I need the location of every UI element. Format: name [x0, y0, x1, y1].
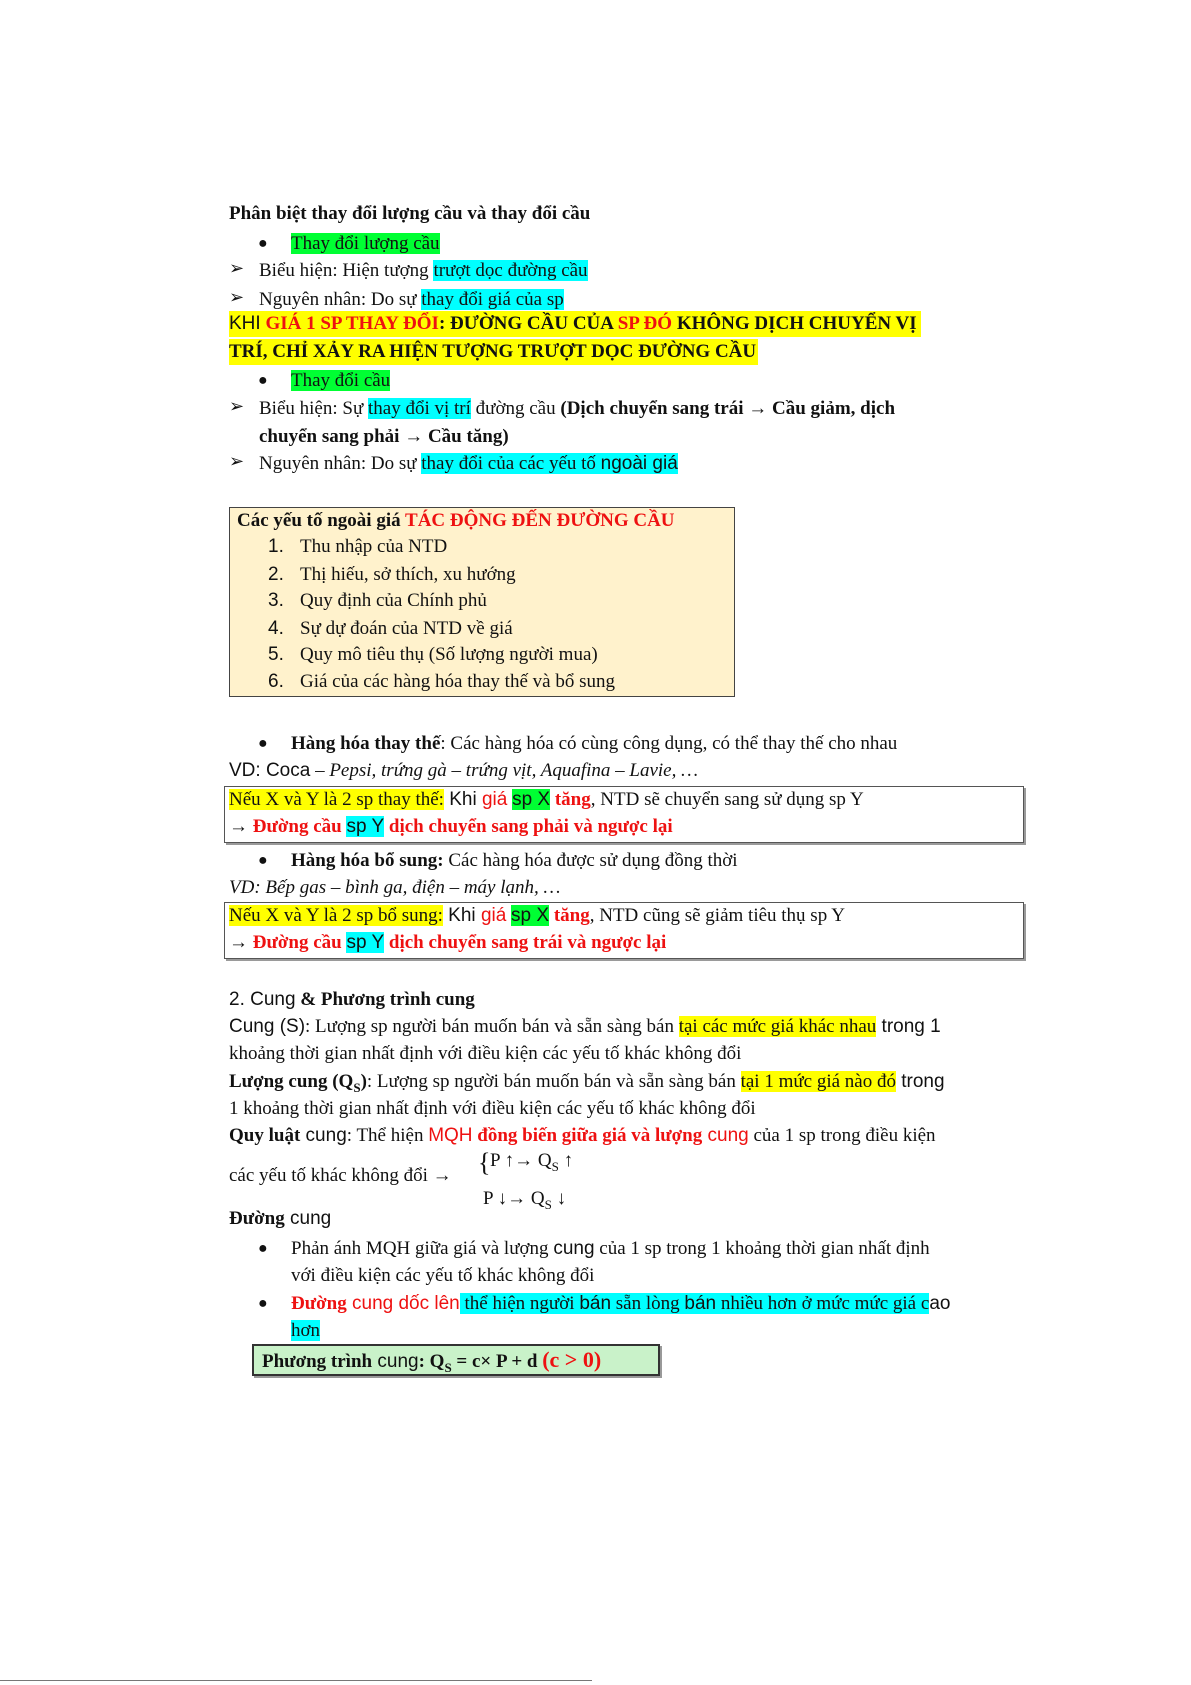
factors-box-title: Các yếu tố ngoài giá TÁC ĐỘNG ĐẾN ĐƯỜNG CẦU	[237, 510, 675, 531]
factor-text: Thu nhập của NTD	[300, 536, 448, 557]
complement-goods-example: VD: Bếp gas – bình ga, điện – máy lạnh, …	[229, 877, 561, 898]
arrowhead-icon: ➢	[229, 287, 245, 307]
factor-item	[268, 642, 598, 668]
note-line-1: KHI GIÁ 1 SP THAY ĐỔI: ĐƯỜNG CẦU CỦA SP ĐÓ KHÔNG DỊCH CHUYỂN VỊ	[229, 311, 921, 337]
demand-change-expression-cont: chuyển sang phải → Cầu tăng)	[259, 426, 509, 447]
substitute-rule-box	[224, 786, 1024, 843]
bullet-dot-icon: ●	[258, 852, 268, 869]
bullet-dot-icon: ●	[258, 1295, 268, 1312]
substitute-rule-line-2: → Đường cầu sp Y dịch chuyển sang phải và ngược lại	[229, 816, 673, 837]
factor-text: Quy mô tiêu thụ (Số lượng người mua)	[300, 644, 598, 665]
arrowhead-icon: ➢	[229, 258, 245, 278]
demand-quantity-expression: Biểu hiện: Hiện tượng trượt dọc đường cầu	[259, 260, 588, 281]
footer-rule	[0, 1680, 592, 1681]
supply-definition: Cung (S): Lượng sp người bán muốn bán và sẵn sàng bán tại các mức giá khác nhau trong 1	[229, 1016, 941, 1037]
factor-number: 2.	[268, 564, 284, 585]
supply-curve-point-2-cont: hơn	[291, 1320, 321, 1341]
factor-text: Sự dự đoán của NTD về giá	[300, 618, 513, 639]
supply-rule-down: P ↓→ $Q_S$ ↓	[483, 1188, 567, 1212]
factor-number: 1.	[268, 536, 284, 557]
left-brace: {	[478, 1148, 491, 1177]
supply-curve-point-1: Phản ánh MQH giữa giá và lượng cung của 1 sp trong 1 khoảng thời gian nhất định	[291, 1238, 930, 1259]
substitute-rule-line-1: Nếu X và Y là 2 sp thay thế: Khi giá sp X tăng, NTD sẽ chuyển sang sử dụng sp Y	[229, 789, 864, 810]
factor-number: 6.	[268, 671, 284, 692]
bullet-dot-icon: ●	[258, 735, 268, 752]
supply-definition-cont: khoảng thời gian nhất định với điều kiện các yếu tố khác không đổi	[229, 1043, 742, 1064]
factor-item	[268, 588, 487, 614]
note-line-2: TRÍ, CHỈ XẢY RA HIỆN TƯỢNG TRƯỢT DỌC ĐƯỜNG CẦU	[229, 339, 758, 365]
complement-goods-definition: Hàng hóa bổ sung: Các hàng hóa được sử dụng đồng thời	[291, 850, 738, 871]
factor-item	[268, 562, 516, 588]
supply-curve-point-1-cont: với điều kiện các yếu tố khác không đổi	[291, 1265, 595, 1286]
bullet-dot-icon: ●	[258, 1240, 268, 1257]
factor-number: 3.	[268, 590, 284, 611]
arrowhead-icon: ➢	[229, 451, 245, 471]
law-of-supply: Quy luật cung: Thể hiện MQH đồng biến giữa giá và lượng cung của 1 sp trong điều kiện	[229, 1125, 936, 1146]
demand-quantity-cause: Nguyên nhân: Do sự thay đổi giá của sp	[259, 289, 564, 310]
factor-item	[268, 616, 513, 642]
factor-item	[268, 534, 447, 560]
arrowhead-icon: ➢	[229, 396, 245, 416]
substitute-goods-example: VD: Coca – Pepsi, trứng gà – trứng vịt, Aquafina – Lavie, …	[229, 760, 699, 781]
factor-text: Thị hiếu, sở thích, xu hướng	[300, 564, 516, 585]
supply-curve-point-2: Đường cung dốc lên thể hiện người bán sẵn lòng bán nhiều hơn ở mức mức giá cao	[291, 1293, 951, 1314]
section-title: Phân biệt thay đổi lượng cầu và thay đổi cầu	[229, 203, 591, 224]
bullet-demand-quantity: Thay đổi lượng cầu	[291, 233, 440, 254]
complement-rule-line-2: → Đường cầu sp Y dịch chuyển sang trái và ngược lại	[229, 932, 667, 953]
complement-rule-box	[224, 902, 1024, 959]
supply-equation: Phương trình cung: $Q_S = c\times P + d$ (c > 0)	[262, 1347, 602, 1375]
supply-equation-box	[252, 1344, 660, 1376]
factor-item	[268, 669, 615, 695]
substitute-goods-definition: Hàng hóa thay thế: Các hàng hóa có cùng công dụng, có thể thay thế cho nhau	[291, 733, 898, 754]
quantity-supplied-definition-cont: 1 khoảng thời gian nhất định với điều kiện các yếu tố khác không đổi	[229, 1098, 756, 1119]
factor-text: Quy định của Chính phủ	[300, 590, 487, 611]
supply-rule-up: P ↑→ $Q_S$ ↑	[490, 1150, 574, 1174]
demand-change-expression: Biểu hiện: Sự thay đổi vị trí đường cầu (Dịch chuyển sang trái → Cầu giảm, dịch	[259, 398, 896, 419]
bullet-demand-change: Thay đổi cầu	[291, 370, 391, 391]
bullet-dot-icon: ●	[258, 235, 268, 252]
quantity-supplied-definition: Lượng cung $(Q_S)$: Lượng sp người bán muốn bán và sẵn sàng bán tại 1 mức giá nào đó trong	[229, 1071, 945, 1095]
supply-curve-heading: Đường cung	[229, 1208, 332, 1229]
law-of-supply-cont: các yếu tố khác không đổi →	[229, 1165, 452, 1186]
bullet-dot-icon: ●	[258, 372, 268, 389]
factor-number: 5.	[268, 644, 284, 665]
supply-heading: 2. Cung & Phương trình cung	[229, 989, 475, 1010]
factor-text: Giá của các hàng hóa thay thế và bổ sung	[300, 671, 615, 692]
complement-rule-line-1: Nếu X và Y là 2 sp bổ sung: Khi giá sp X tăng, NTD cũng sẽ giảm tiêu thụ sp Y	[229, 905, 845, 926]
non-price-factors-box	[229, 507, 735, 697]
demand-change-cause: Nguyên nhân: Do sự thay đổi của các yếu tố ngoài giá	[259, 453, 678, 474]
factor-number: 4.	[268, 618, 284, 639]
